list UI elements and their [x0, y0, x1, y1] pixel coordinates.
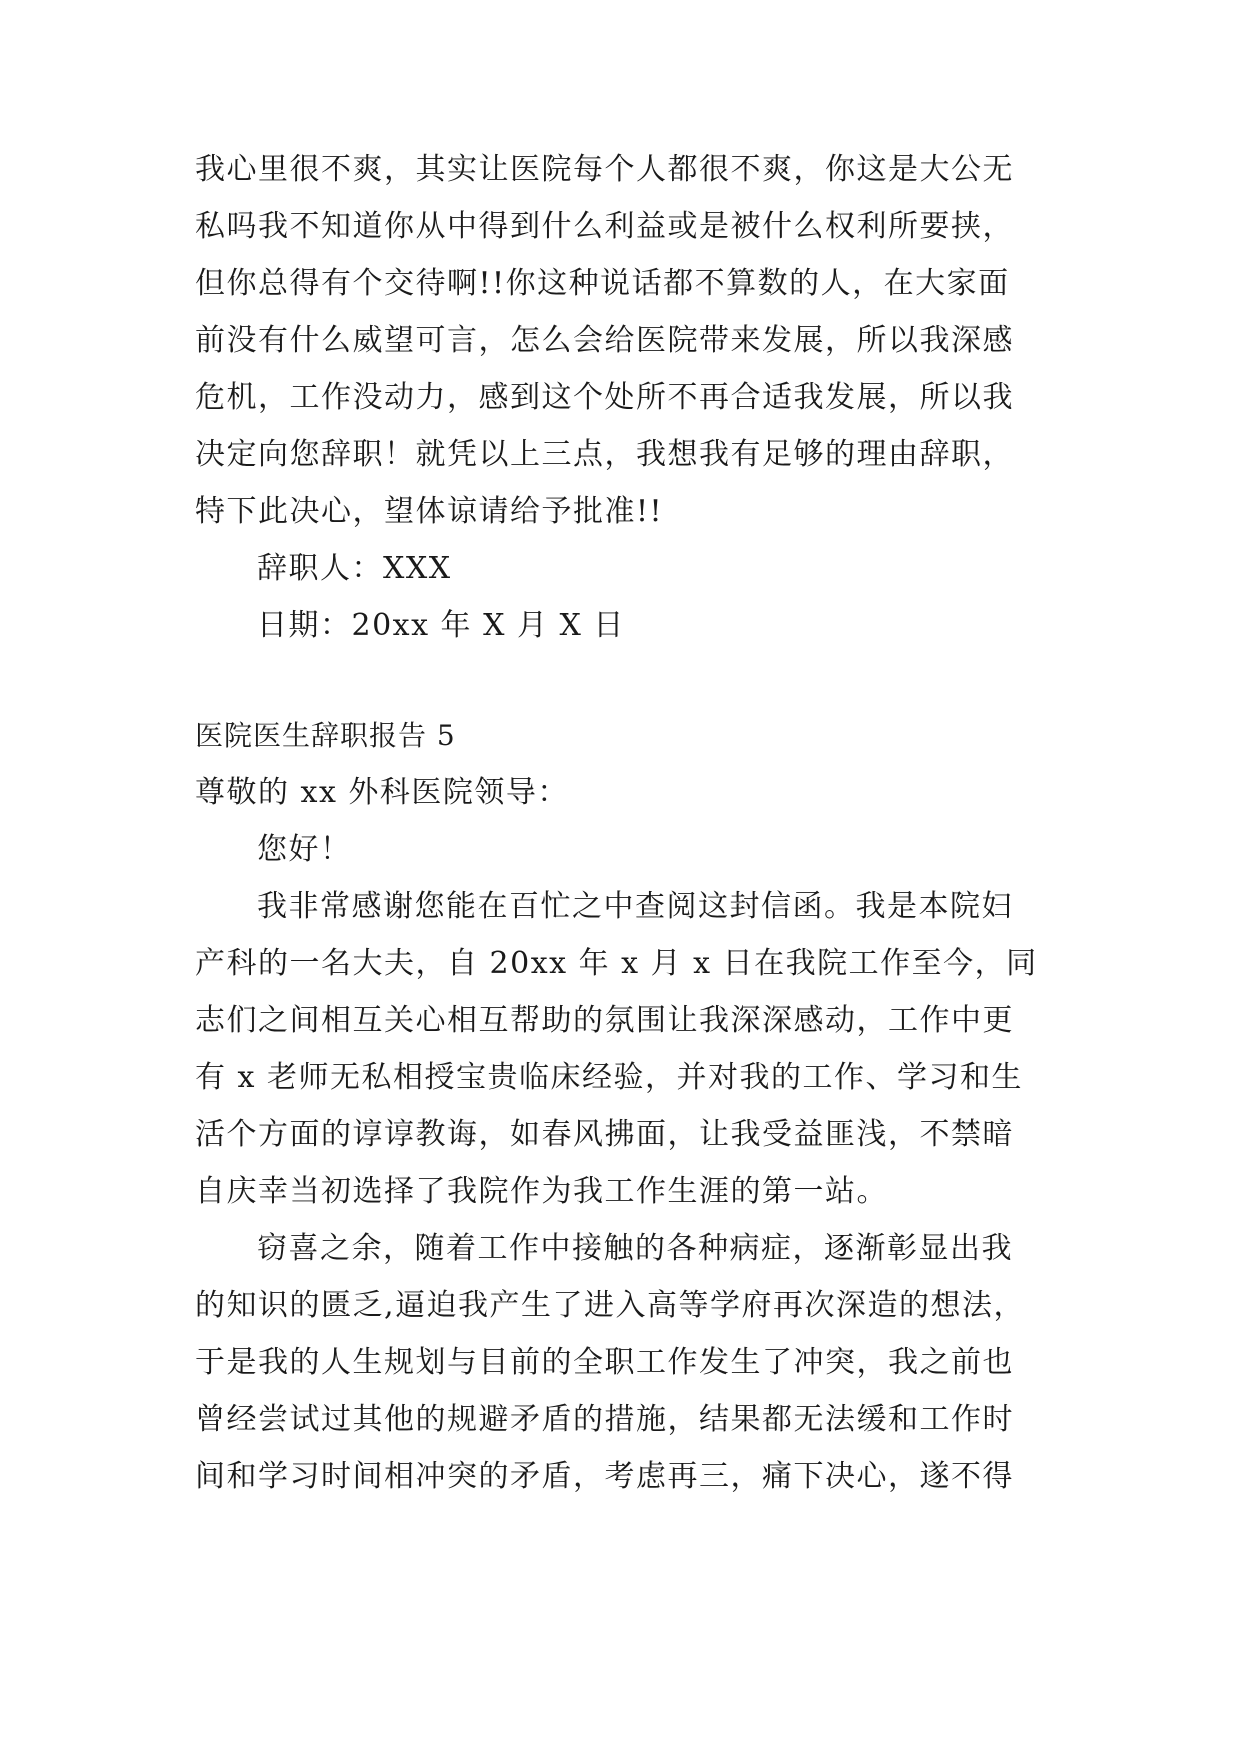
paragraph-line: 曾经尝试过其他的规避矛盾的措施，结果都无法缓和工作时 [195, 1402, 1014, 1437]
paragraph-line: 窃喜之余，随着工作中接触的各种病症，逐渐彰显出我 [257, 1231, 1013, 1266]
greeting: 您好！ [257, 832, 352, 867]
paragraph-line: 志们之间相互关心相互帮助的氛围让我深深感动，工作中更 [195, 1003, 1014, 1038]
paragraph-line: 的知识的匮乏,逼迫我产生了进入高等学府再次深造的想法， [195, 1288, 1026, 1323]
salutation: 尊敬的 xx 外科医院领导： [195, 775, 569, 810]
paragraph-line: 私吗我不知道你从中得到什么利益或是被什么权利所要挟， [195, 209, 1014, 244]
paragraph-line: 于是我的人生规划与目前的全职工作发生了冲突，我之前也 [195, 1345, 1014, 1380]
paragraph-line: 但你总得有个交待啊!!你这种说话都不算数的人，在大家面 [195, 266, 1010, 301]
paragraph-line: 有 x 老师无私相授宝贵临床经验，并对我的工作、学习和生 [195, 1060, 1023, 1095]
paragraph-line: 危机，工作没动力，感到这个处所不再合适我发展，所以我 [195, 380, 1014, 415]
paragraph-line: 我非常感谢您能在百忙之中查阅这封信函。我是本院妇 [257, 889, 1013, 924]
date-line: 日期：20xx 年 X 月 X 日 [257, 608, 625, 643]
paragraph-line: 产科的一名大夫，自 20xx 年 x 月 x 日在我院工作至今，同 [195, 946, 1038, 981]
paragraph-line: 间和学习时间相冲突的矛盾，考虑再三，痛下决心，遂不得 [195, 1459, 1014, 1494]
paragraph-line: 前没有什么威望可言，怎么会给医院带来发展，所以我深感 [195, 323, 1014, 358]
paragraph-line: 特下此决心，望体谅请给予批准!! [195, 494, 664, 529]
section-title: 医院医生辞职报告 5 [195, 719, 456, 752]
paragraph-line: 我心里很不爽，其实让医院每个人都很不爽，你这是大公无 [195, 152, 1014, 187]
paragraph-line: 决定向您辞职！就凭以上三点，我想我有足够的理由辞职， [195, 437, 1014, 472]
signer-line: 辞职人：XXX [257, 551, 452, 586]
paragraph-line: 活个方面的谆谆教诲，如春风拂面，让我受益匪浅，不禁暗 [195, 1117, 1014, 1152]
paragraph-line: 自庆幸当初选择了我院作为我工作生涯的第一站。 [195, 1174, 888, 1209]
